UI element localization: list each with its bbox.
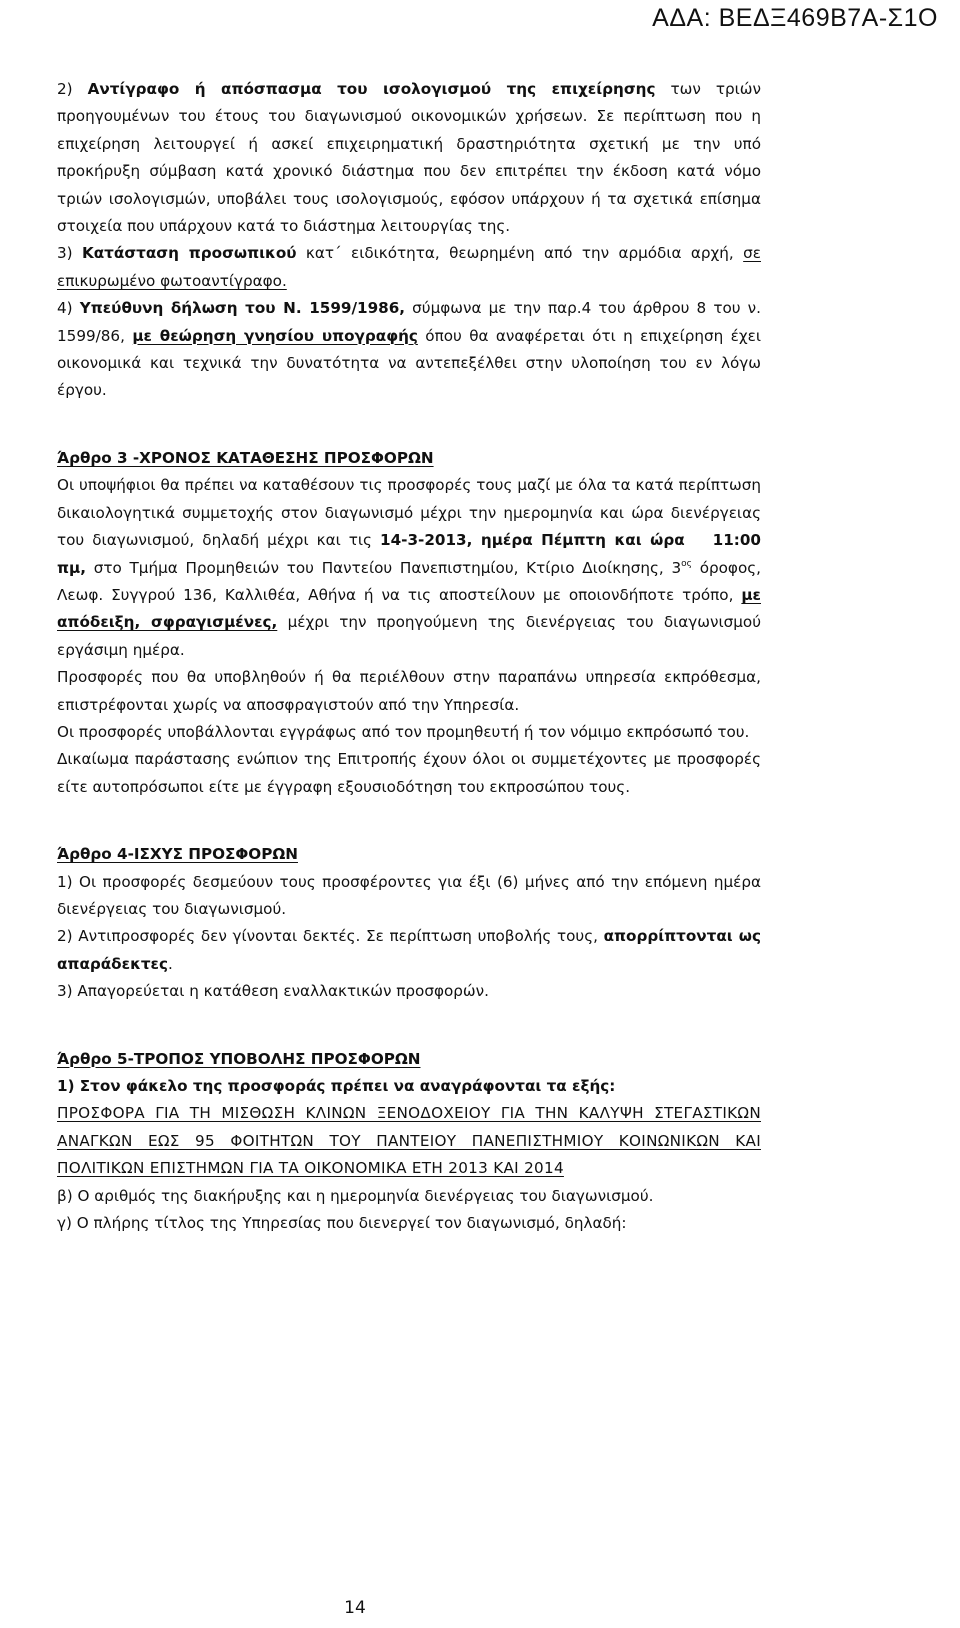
article-3-paragraph-3: Οι προσφορές υποβάλλονται εγγράφως από τον προμηθευτή ή τον νόμιμο εκπρόσωπό του. [57,722,750,741]
capacity-text: όπου θα αναφέρεται ότι η επιχείρηση έχει οικονομικά και τεχνικά την δυνατότητα να αντεπεξέλθει στην υλοποίηση του εν λόγω έργου. [57,326,761,400]
signature-authentication-emphasis: με θεώρηση γνησίου υπογραφής [132,326,418,345]
article-3-section [57,445,761,801]
document-page [57,76,761,1237]
article-4-paragraph-3: 3) Απαγορεύεται η κατάθεση εναλλακτικών προσφορών. [57,982,489,1001]
article-4-title: Άρθρο 4-ΙΣΧΥΣ ΠΡΟΣΦΟΡΩΝ [57,845,298,864]
article-5-paragraph-2: β) Ο αριθμός της διακήρυξης και η ημερομηνία διενέργειας του διαγωνισμού. [57,1186,654,1205]
article-3-paragraph-4: Δικαίωμα παράστασης ενώπιον της Επιτροπής έχουν όλοι οι συμμετέχοντες με προσφορές είτε αυτοπρόσωποι είτε με έγγραφη εξουσιοδότηση του εκπροσώπου τους. [57,750,761,796]
requirement-item-3 [57,240,761,295]
article-5-paragraph-1: 1) Στον φάκελο της προσφοράς πρέπει να αναγράφονται τα εξής: [57,1077,616,1095]
article-4-paragraph-2 [57,923,761,978]
certified-copy-text: σε επικυρωμένο φωτοαντίγραφο. [57,244,761,290]
solemn-declaration-text: σύμφωνα με την παρ.4 του άρθρου 8 του ν. 1599/86, [57,299,761,345]
balance-sheet-text: των τριών προηγουμένων του έτους του διαγωνισμού οικονομικών χρήσεων. Σε περίπτωση που η επιχείρηση λειτουργεί ή ασκεί επιχειρηματική δραστηριότητα σχετική με την υπό προκήρυξη σύμβαση κατά χρονικό διάστημα που δεν επιτρέπει την έκδοση κατά νόμο τριών ισολογισμών, υποβάλει τους ισολογισμούς, εφόσον υπάρχουν ή τα σχετικά επίσημα στοιχεία που υπάρχουν κατά το διάστημα λειτουργίας της. [57,80,761,236]
solemn-declaration-emphasis: Υπεύθυνη δήλωση του Ν. 1599/1986, [79,299,406,318]
article-5-title: Άρθρο 5-ΤΡΟΠΟΣ ΥΠΟΒΟΛΗΣ ΠΡΟΣΦΟΡΩΝ [57,1049,421,1068]
article-3-paragraph-2: Προσφορές που θα υποβληθούν ή θα περιέλθουν στην παραπάνω υπηρεσία εκπρόθεσμα, επιστρέφονται χωρίς να αποσφραγιστούν από την Υπηρεσία. [57,668,761,714]
envelope-title: ΠΡΟΣΦΟΡΑ ΓΙΑ ΤΗ ΜΙΣΘΩΣΗ ΚΛΙΝΩΝ ΞΕΝΟΔΟΧΕΙΟΥ ΓΙΑ ΤΗΝ ΚΑΛΥΨΗ ΣΤΕΓΑΣΤΙΚΩΝ ΑΝΑΓΚΩΝ ΕΩΣ 95 ΦΟΙΤΗΤΩΝ ΤΟΥ ΠΑΝΤΕΙΟΥ ΠΑΝΕΠΙΣΤΗΜΙΟΥ ΚΟΙΝΩΝΙΚΩΝ ΚΑΙ ΠΟΛΙΤΙΚΩΝ ΕΠΙΣΤΗΜΩΝ ΓΙΑ ΤΑ ΟΙΚΟΝΟΜΙΚΑ ΕΤΗ 2013 ΚΑΙ 2014 [57,1104,761,1178]
balance-sheet-emphasis: Αντίγραφο ή απόσπασμα του ισολογισμού της επιχείρησης [87,80,656,98]
article-3-paragraph-1 [57,472,761,664]
article-5-section [57,1046,761,1238]
submission-location-text: στο Τμήμα Προμηθειών του Παντείου Πανεπιστημίου, Κτίριο Διοίκησης, 3 [85,558,682,577]
submission-day-text: μέχρι την προηγούμενη της διενέργειας του διαγωνισμού εργάσιμη ημέρα. [57,613,761,659]
item-number: 3) [57,244,82,263]
article-4-paragraph-1: 1) Οι προσφορές δεσμεύουν τους προσφέροντες για έξι (6) μήνες από την επόμενη ημέρα διενέργειας του διαγωνισμού. [57,872,761,918]
item-number: 2) [57,80,88,98]
counteroffer-text: 2) Αντιπροσφορές δεν γίνονται δεκτές. Σε περίπτωση υποβολής τους, [57,927,604,946]
submission-date: 14-3-2013, ημέρα Πέμπτη και ώρα [380,531,685,550]
submission-time: 11:00 πμ, [57,531,761,577]
article-3-title: Άρθρο 3 -ΧΡΟΝΟΣ ΚΑΤΑΘΕΣΗΣ ΠΡΟΣΦΟΡΩΝ [57,448,434,467]
ada-identifier: ΑΔΑ: ΒΕΔΞ469Β7Α-Σ1Ο [652,4,938,32]
staff-list-text: κατ΄ ειδικότητα, θεωρημένη από την αρμόδια αρχή, [296,244,744,263]
receipt-sealed-emphasis: με απόδειξη, σφραγισμένες, [57,585,761,632]
floor-ordinal: ος [681,558,692,569]
article-4-section [57,841,761,1005]
page-number: 14 [344,1598,366,1618]
submission-deadline-text: Οι υποψήφιοι θα πρέπει να καταθέσουν τις προσφορές τους μαζί με όλα τα κατά περίπτωση δικαιολογητικά συμμετοχής στον διαγωνισμό μέχρι την ημερομηνία και ώρα διενέργειας του διαγωνισμού, δηλαδή μέχρι και τις [57,476,761,550]
staff-list-emphasis: Κατάσταση προσωπικού [81,244,297,263]
requirement-item-2 [57,76,761,240]
submission-address-text: όροφος, Λεωφ. Συγγρού 136, Καλλιθέα, Αθήνα ή να τις αποστείλουν με οποιονδήποτε τρόπο, [57,558,761,604]
item-number: 4) [57,299,80,318]
article-5-paragraph-3: γ) Ο πλήρης τίτλος της Υπηρεσίας που διενεργεί τον διαγωνισμό, δηλαδή: [57,1214,627,1233]
requirement-item-4 [57,295,761,405]
rejected-emphasis: απορρίπτονται ως απαράδεκτες [57,927,762,973]
period: . [168,954,173,973]
